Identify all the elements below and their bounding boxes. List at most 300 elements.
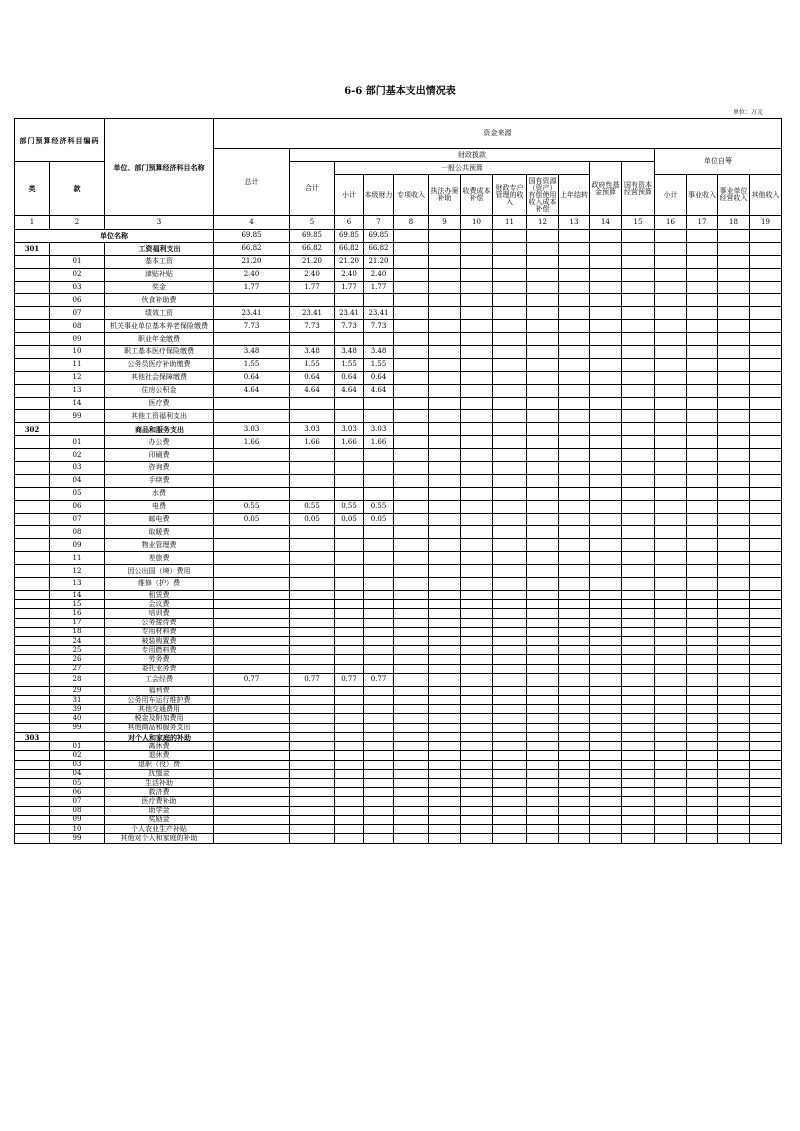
cell-law-enforcement-subsidy — [429, 230, 461, 243]
cell-self-subtotal — [655, 410, 687, 423]
cell-general-subtotal — [335, 806, 364, 815]
cell-total: 0.55 — [214, 500, 290, 513]
cell-business-operation-revenue — [718, 778, 750, 787]
cell-state-capital-budget — [622, 806, 655, 815]
cell-state-capital-budget — [622, 513, 655, 526]
cell-business-revenue — [687, 797, 718, 806]
cell-other-revenue — [750, 462, 782, 475]
code-kuan: 12 — [50, 371, 105, 384]
cell-other-revenue — [750, 281, 782, 294]
cell-business-operation-revenue — [718, 806, 750, 815]
table-row — [15, 397, 782, 410]
cell-fiscal-account-revenue — [493, 500, 527, 513]
cell-business-operation-revenue — [718, 664, 750, 673]
cell-own-revenue — [364, 294, 394, 307]
cell-state-capital-budget — [622, 346, 655, 359]
cell-business-revenue — [687, 578, 718, 591]
code-lei — [15, 590, 50, 599]
cell-special-revenue — [394, 788, 429, 797]
header-business-revenue: 事业收入 — [687, 175, 718, 216]
cell-law-enforcement-subsidy — [429, 320, 461, 333]
cell-own-revenue — [364, 732, 394, 741]
cell-gov-fund-budget — [590, 500, 622, 513]
cell-own-revenue: 2.40 — [364, 268, 394, 281]
cell-fiscal-total — [290, 778, 335, 787]
code-kuan: 07 — [50, 513, 105, 526]
cell-state-capital-budget — [622, 618, 655, 627]
cell-other-revenue — [750, 742, 782, 751]
item-name: 退休费 — [105, 751, 214, 760]
cell-fiscal-total — [290, 552, 335, 565]
cell-business-operation-revenue — [718, 333, 750, 346]
table-row — [15, 788, 782, 797]
table-row — [15, 474, 782, 487]
code-lei — [15, 449, 50, 462]
cell-business-revenue — [687, 673, 718, 686]
cell-law-enforcement-subsidy — [429, 397, 461, 410]
cell-total — [214, 696, 290, 705]
cell-business-revenue — [687, 714, 718, 723]
cell-fiscal-account-revenue — [493, 449, 527, 462]
cell-business-revenue — [687, 513, 718, 526]
item-name: 对个人和家庭的补助 — [105, 732, 214, 741]
cell-fiscal-total — [290, 526, 335, 539]
cell-business-operation-revenue — [718, 788, 750, 797]
cell-general-subtotal — [335, 590, 364, 599]
cell-state-capital-budget — [622, 500, 655, 513]
cell-self-subtotal — [655, 655, 687, 664]
cell-total: 21.20 — [214, 255, 290, 268]
column-number: 5 — [290, 216, 335, 230]
code-lei — [15, 834, 50, 843]
cell-gov-fund-budget — [590, 578, 622, 591]
cell-prior-year-carryover — [559, 760, 590, 769]
item-name: 办公费 — [105, 436, 214, 449]
cell-other-revenue — [750, 825, 782, 834]
cell-own-revenue — [364, 797, 394, 806]
cell-self-subtotal — [655, 384, 687, 397]
table-row — [15, 627, 782, 636]
table-row — [15, 371, 782, 384]
cell-fee-cost-compensation — [461, 705, 493, 714]
cell-other-revenue — [750, 513, 782, 526]
cell-fee-cost-compensation — [461, 590, 493, 599]
cell-fiscal-total — [290, 769, 335, 778]
cell-fee-cost-compensation — [461, 230, 493, 243]
table-row — [15, 513, 782, 526]
cell-business-operation-revenue — [718, 307, 750, 320]
cell-business-operation-revenue — [718, 320, 750, 333]
cell-special-revenue — [394, 255, 429, 268]
header-fee-cost-compensation: 收费成本补偿 — [461, 175, 493, 216]
cell-business-revenue — [687, 778, 718, 787]
code-kuan — [50, 242, 105, 255]
header-item-name: 单位、部门预算经济科目名称 — [105, 119, 214, 216]
table-row — [15, 760, 782, 769]
cell-business-revenue — [687, 487, 718, 500]
header-column-numbers — [15, 216, 782, 230]
code-lei — [15, 769, 50, 778]
code-lei — [15, 294, 50, 307]
cell-self-subtotal — [655, 806, 687, 815]
table-row — [15, 825, 782, 834]
cell-business-operation-revenue — [718, 462, 750, 475]
cell-state-capital-budget — [622, 686, 655, 695]
cell-fee-cost-compensation — [461, 255, 493, 268]
code-kuan: 05 — [50, 778, 105, 787]
cell-state-capital-budget — [622, 778, 655, 787]
cell-fee-cost-compensation — [461, 513, 493, 526]
cell-self-subtotal — [655, 742, 687, 751]
cell-other-revenue — [750, 618, 782, 627]
cell-special-revenue — [394, 487, 429, 500]
cell-other-revenue — [750, 673, 782, 686]
code-lei — [15, 255, 50, 268]
item-name: 会议费 — [105, 600, 214, 609]
cell-general-subtotal — [335, 578, 364, 591]
cell-fee-cost-compensation — [461, 436, 493, 449]
cell-special-revenue — [394, 673, 429, 686]
cell-gov-fund-budget — [590, 806, 622, 815]
cell-gov-fund-budget — [590, 371, 622, 384]
cell-fiscal-total — [290, 294, 335, 307]
cell-business-revenue — [687, 705, 718, 714]
cell-gov-fund-budget — [590, 778, 622, 787]
table-row — [15, 578, 782, 591]
code-kuan: 09 — [50, 539, 105, 552]
cell-fiscal-total — [290, 637, 335, 646]
code-kuan: 16 — [50, 609, 105, 618]
cell-prior-year-carryover — [559, 696, 590, 705]
cell-total — [214, 600, 290, 609]
table-row — [15, 751, 782, 760]
cell-fiscal-total — [290, 686, 335, 695]
cell-general-subtotal — [335, 565, 364, 578]
cell-fiscal-total — [290, 788, 335, 797]
cell-fiscal-account-revenue — [493, 552, 527, 565]
code-lei — [15, 397, 50, 410]
cell-special-revenue — [394, 526, 429, 539]
cell-gov-fund-budget — [590, 815, 622, 824]
cell-law-enforcement-subsidy — [429, 705, 461, 714]
cell-fiscal-account-revenue — [493, 578, 527, 591]
cell-business-revenue — [687, 371, 718, 384]
cell-other-revenue — [750, 627, 782, 636]
cell-gov-fund-budget — [590, 513, 622, 526]
cell-fiscal-account-revenue — [493, 268, 527, 281]
cell-law-enforcement-subsidy — [429, 500, 461, 513]
cell-other-revenue — [750, 686, 782, 695]
cell-state-resource-revenue — [527, 797, 559, 806]
code-lei — [15, 268, 50, 281]
cell-business-revenue — [687, 436, 718, 449]
cell-other-revenue — [750, 242, 782, 255]
cell-special-revenue — [394, 637, 429, 646]
code-lei — [15, 778, 50, 787]
cell-law-enforcement-subsidy — [429, 673, 461, 686]
cell-gov-fund-budget — [590, 565, 622, 578]
cell-state-resource-revenue — [527, 281, 559, 294]
code-kuan: 06 — [50, 788, 105, 797]
cell-law-enforcement-subsidy — [429, 539, 461, 552]
cell-general-subtotal: 21.20 — [335, 255, 364, 268]
cell-state-resource-revenue — [527, 565, 559, 578]
cell-other-revenue — [750, 815, 782, 824]
cell-special-revenue — [394, 384, 429, 397]
cell-general-subtotal — [335, 646, 364, 655]
cell-prior-year-carryover — [559, 742, 590, 751]
cell-fiscal-total — [290, 834, 335, 843]
cell-special-revenue — [394, 307, 429, 320]
table-row — [15, 600, 782, 609]
cell-gov-fund-budget — [590, 384, 622, 397]
cell-business-operation-revenue — [718, 281, 750, 294]
cell-general-subtotal — [335, 815, 364, 824]
page-title: 6-6 部门基本支出情况表 — [344, 86, 456, 97]
item-name: 抚恤金 — [105, 769, 214, 778]
cell-gov-fund-budget — [590, 449, 622, 462]
cell-general-subtotal — [335, 397, 364, 410]
cell-self-subtotal — [655, 825, 687, 834]
cell-business-revenue — [687, 834, 718, 843]
cell-fee-cost-compensation — [461, 281, 493, 294]
cell-state-capital-budget — [622, 423, 655, 436]
cell-special-revenue — [394, 600, 429, 609]
table-row — [15, 552, 782, 565]
cell-state-resource-revenue — [527, 384, 559, 397]
cell-fiscal-account-revenue — [493, 590, 527, 599]
cell-state-capital-budget — [622, 760, 655, 769]
cell-fiscal-total: 21.20 — [290, 255, 335, 268]
cell-other-revenue — [750, 751, 782, 760]
cell-own-revenue — [364, 714, 394, 723]
cell-business-operation-revenue — [718, 705, 750, 714]
item-name: 劳务费 — [105, 655, 214, 664]
table-row — [15, 346, 782, 359]
cell-prior-year-carryover — [559, 423, 590, 436]
cell-gov-fund-budget — [590, 242, 622, 255]
cell-own-revenue: 69.85 — [364, 230, 394, 243]
cell-state-capital-budget — [622, 384, 655, 397]
cell-gov-fund-budget — [590, 760, 622, 769]
header-general-budget: 一般公共预算 — [335, 162, 590, 175]
cell-fee-cost-compensation — [461, 806, 493, 815]
cell-other-revenue — [750, 539, 782, 552]
cell-business-operation-revenue — [718, 637, 750, 646]
cell-gov-fund-budget — [590, 436, 622, 449]
cell-special-revenue — [394, 760, 429, 769]
cell-own-revenue: 4.64 — [364, 384, 394, 397]
cell-prior-year-carryover — [559, 320, 590, 333]
cell-state-resource-revenue — [527, 815, 559, 824]
cell-total — [214, 637, 290, 646]
cell-special-revenue — [394, 333, 429, 346]
cell-fee-cost-compensation — [461, 751, 493, 760]
code-kuan — [50, 732, 105, 741]
column-number: 3 — [105, 216, 214, 230]
cell-gov-fund-budget — [590, 333, 622, 346]
cell-prior-year-carryover — [559, 281, 590, 294]
cell-fiscal-account-revenue — [493, 384, 527, 397]
header-row-1 — [15, 119, 782, 149]
table-row — [15, 281, 782, 294]
table-row — [15, 230, 782, 243]
cell-self-subtotal — [655, 242, 687, 255]
cell-special-revenue — [394, 655, 429, 664]
cell-gov-fund-budget — [590, 797, 622, 806]
item-name: 医疗费补助 — [105, 797, 214, 806]
cell-state-resource-revenue — [527, 806, 559, 815]
cell-other-revenue — [750, 778, 782, 787]
cell-prior-year-carryover — [559, 397, 590, 410]
cell-own-revenue — [364, 742, 394, 751]
cell-business-operation-revenue — [718, 673, 750, 686]
item-name: 其他工资福利支出 — [105, 410, 214, 423]
code-lei — [15, 825, 50, 834]
cell-state-capital-budget — [622, 696, 655, 705]
cell-business-revenue — [687, 806, 718, 815]
cell-business-operation-revenue — [718, 751, 750, 760]
cell-other-revenue — [750, 806, 782, 815]
cell-special-revenue — [394, 723, 429, 732]
cell-other-revenue — [750, 834, 782, 843]
table-row — [15, 255, 782, 268]
cell-law-enforcement-subsidy — [429, 609, 461, 618]
basic-expenditure-table — [14, 118, 782, 844]
cell-business-revenue — [687, 242, 718, 255]
cell-fiscal-total — [290, 627, 335, 636]
cell-special-revenue — [394, 609, 429, 618]
column-number: 18 — [718, 216, 750, 230]
cell-general-subtotal — [335, 539, 364, 552]
code-kuan: 04 — [50, 474, 105, 487]
cell-prior-year-carryover — [559, 242, 590, 255]
cell-state-resource-revenue — [527, 646, 559, 655]
cell-business-revenue — [687, 618, 718, 627]
cell-total — [214, 449, 290, 462]
cell-total — [214, 627, 290, 636]
cell-special-revenue — [394, 590, 429, 599]
cell-self-subtotal — [655, 590, 687, 599]
cell-fiscal-account-revenue — [493, 655, 527, 664]
cell-fiscal-account-revenue — [493, 600, 527, 609]
cell-prior-year-carryover — [559, 705, 590, 714]
cell-fee-cost-compensation — [461, 834, 493, 843]
cell-business-revenue — [687, 552, 718, 565]
cell-fee-cost-compensation — [461, 539, 493, 552]
cell-special-revenue — [394, 436, 429, 449]
cell-fee-cost-compensation — [461, 500, 493, 513]
code-lei — [15, 618, 50, 627]
code-kuan: 05 — [50, 487, 105, 500]
cell-other-revenue — [750, 788, 782, 797]
cell-gov-fund-budget — [590, 751, 622, 760]
cell-self-subtotal — [655, 346, 687, 359]
cell-law-enforcement-subsidy — [429, 590, 461, 599]
cell-fee-cost-compensation — [461, 723, 493, 732]
cell-fiscal-total — [290, 705, 335, 714]
cell-business-revenue — [687, 732, 718, 741]
cell-own-revenue — [364, 552, 394, 565]
code-kuan: 01 — [50, 742, 105, 751]
cell-state-capital-budget — [622, 242, 655, 255]
cell-prior-year-carryover — [559, 255, 590, 268]
cell-self-subtotal — [655, 397, 687, 410]
cell-fiscal-total: 69.85 — [290, 230, 335, 243]
cell-self-subtotal — [655, 769, 687, 778]
cell-self-subtotal — [655, 578, 687, 591]
cell-other-revenue — [750, 255, 782, 268]
cell-special-revenue — [394, 397, 429, 410]
column-number: 10 — [461, 216, 493, 230]
cell-fiscal-account-revenue — [493, 281, 527, 294]
cell-general-subtotal — [335, 769, 364, 778]
cell-fiscal-account-revenue — [493, 742, 527, 751]
cell-gov-fund-budget — [590, 526, 622, 539]
header-other-revenue: 其他收入 — [750, 175, 782, 216]
item-name: 伙食补助费 — [105, 294, 214, 307]
column-number: 15 — [622, 216, 655, 230]
cell-self-subtotal — [655, 732, 687, 741]
cell-general-subtotal — [335, 333, 364, 346]
cell-special-revenue — [394, 500, 429, 513]
cell-state-capital-budget — [622, 281, 655, 294]
code-kuan: 06 — [50, 294, 105, 307]
cell-other-revenue — [750, 664, 782, 673]
cell-state-resource-revenue — [527, 346, 559, 359]
item-name: 取暖费 — [105, 526, 214, 539]
cell-self-subtotal — [655, 294, 687, 307]
header-fiscal: 财政拨款 — [290, 149, 655, 162]
cell-business-operation-revenue — [718, 696, 750, 705]
cell-gov-fund-budget — [590, 655, 622, 664]
cell-fiscal-account-revenue — [493, 487, 527, 500]
code-kuan: 31 — [50, 696, 105, 705]
table-row — [15, 242, 782, 255]
item-name: 委托业务费 — [105, 664, 214, 673]
cell-state-resource-revenue — [527, 600, 559, 609]
header-business-operation-revenue: 事业单位经营收入 — [718, 175, 750, 216]
cell-total — [214, 410, 290, 423]
cell-fiscal-account-revenue — [493, 539, 527, 552]
table-row — [15, 732, 782, 741]
cell-fee-cost-compensation — [461, 618, 493, 627]
cell-total — [214, 333, 290, 346]
cell-total — [214, 797, 290, 806]
item-name: 培训费 — [105, 609, 214, 618]
cell-prior-year-carryover — [559, 513, 590, 526]
cell-business-operation-revenue — [718, 590, 750, 599]
header-law-enforcement-subsidy: 执法办案补助 — [429, 175, 461, 216]
cell-fiscal-total: 0.64 — [290, 371, 335, 384]
cell-state-capital-budget — [622, 487, 655, 500]
cell-self-subtotal — [655, 255, 687, 268]
cell-business-revenue — [687, 590, 718, 599]
cell-fiscal-account-revenue — [493, 664, 527, 673]
cell-special-revenue — [394, 462, 429, 475]
header-state-resource-revenue: 国有资源（资产）有偿使用收入成本补偿 — [527, 175, 559, 216]
code-kuan: 08 — [50, 806, 105, 815]
cell-other-revenue — [750, 410, 782, 423]
code-kuan: 03 — [50, 760, 105, 769]
cell-other-revenue — [750, 268, 782, 281]
cell-prior-year-carryover — [559, 474, 590, 487]
cell-state-resource-revenue — [527, 268, 559, 281]
cell-business-operation-revenue — [718, 732, 750, 741]
cell-gov-fund-budget — [590, 539, 622, 552]
cell-total — [214, 294, 290, 307]
item-name: 奖金 — [105, 281, 214, 294]
